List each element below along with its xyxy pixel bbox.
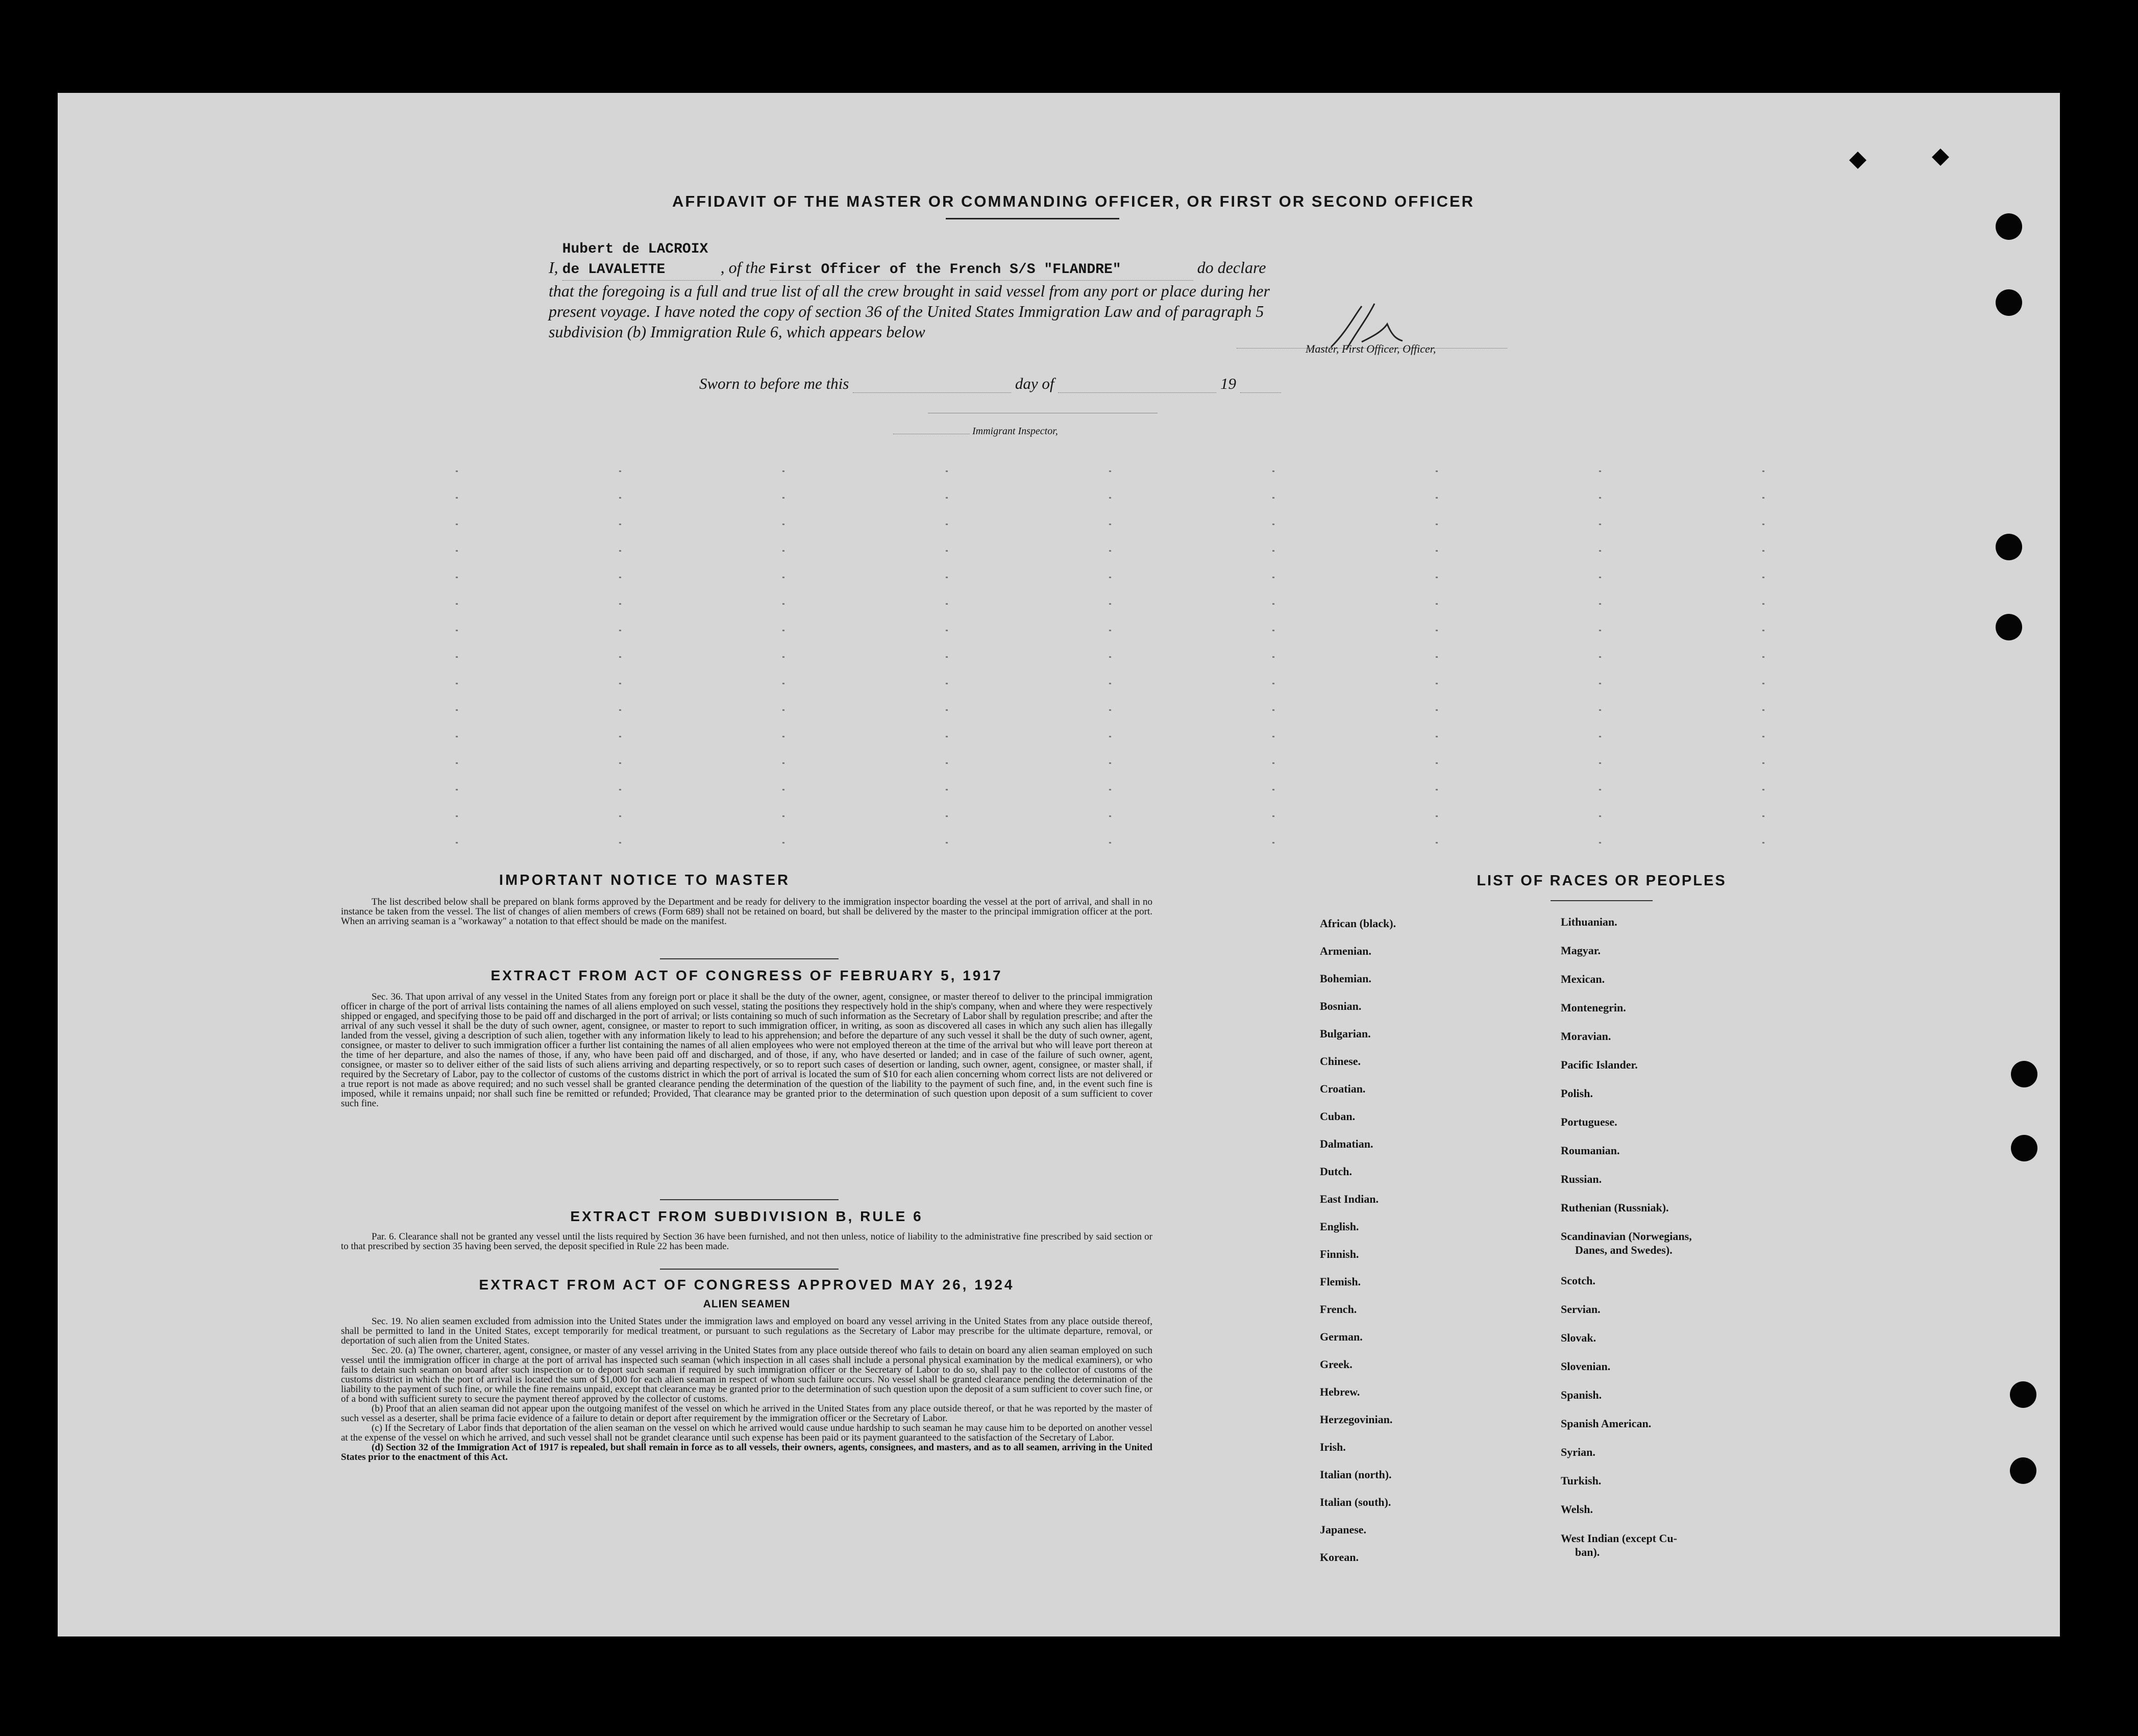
ruling-dot [1599, 683, 1601, 684]
ruling-dot [1109, 656, 1111, 658]
ruling-dot [782, 842, 784, 844]
extract-1917-rule [660, 1199, 839, 1200]
sec-20b-text: (b) Proof that an alien seaman did not appear upon the outgoing manifest of the vessel on which he arrived in the United States from any place outside thereof, or that he was reported by the master of such vessel as a deserter, shall be prima facie evidence of a failure to detain or deport after requirement by the immigration officer or the Secretary of Labor. [341, 1403, 1152, 1424]
ruling-dot [1272, 789, 1274, 790]
ruling-dot [1762, 736, 1764, 737]
affidavit-line-3: present voyage. I have noted the copy of section 36 of the United States Immigration Law and of paragraph 5 [549, 302, 1264, 320]
ruling-dot [782, 524, 784, 525]
ruling-dot [1599, 550, 1601, 552]
races-rule [1551, 900, 1653, 901]
race-item: Slovenian. [1561, 1360, 1611, 1373]
ruling-dot [1436, 762, 1438, 764]
punch-hole [2010, 1457, 2036, 1484]
ruling-dot [1272, 524, 1274, 525]
race-item: Dutch. [1320, 1165, 1352, 1178]
ruling-dot [946, 736, 948, 737]
sworn-year-blank [1240, 392, 1281, 393]
ruling-dot [619, 550, 621, 552]
race-item: Danes, and Swedes). [1575, 1244, 1673, 1256]
race-item: Bosnian. [1320, 1000, 1362, 1012]
inspector-label: Immigrant Inspector, [972, 426, 1058, 437]
alien-seamen-subtitle: ALIEN SEAMEN [703, 1298, 791, 1310]
ruling-dot [1109, 762, 1111, 764]
ruling-dot [1599, 736, 1601, 737]
sworn-statement: Sworn to before me this day of 19 [699, 375, 1281, 393]
extract-1924-title: EXTRACT FROM ACT OF CONGRESS APPROVED MAY 26, 1924 [479, 1277, 1015, 1293]
ruling-dot [1272, 736, 1274, 737]
ruling-dot [946, 815, 948, 817]
ruling-dot [1272, 470, 1274, 472]
race-item: Servian. [1561, 1303, 1601, 1316]
ruling-dot [1436, 524, 1438, 525]
race-item: Cuban. [1320, 1110, 1356, 1123]
race-item: Pacific Islander. [1561, 1058, 1638, 1071]
ruling-dot [946, 656, 948, 658]
race-item: Polish. [1561, 1087, 1593, 1100]
ruling-dot [1599, 603, 1601, 605]
ruling-dot [619, 577, 621, 578]
ruling-dot [619, 470, 621, 472]
ruling-dot [782, 762, 784, 764]
ruling-dot [1762, 630, 1764, 631]
ruling-dot [456, 630, 458, 631]
sec-20c-text: (c) If the Secretary of Labor finds that deportation of the alien seaman on the vessel on which he arrived would cause undue hardship to such seaman he may cause him to be deported on another vessel at the expense of the vessel on which he arrived, and such vessel shall not be grandet clearance until such expense has been paid or its payment guaranteed to the satisfaction of the Secretary of Labor. [341, 1423, 1152, 1443]
punch-hole [1996, 289, 2022, 316]
ruling-dot [1436, 550, 1438, 552]
ruling-dot [1109, 470, 1111, 472]
ruling-dot [1436, 815, 1438, 817]
race-item: Flemish. [1320, 1275, 1361, 1288]
race-item: Portuguese. [1561, 1115, 1617, 1128]
race-item: Italian (south). [1320, 1496, 1391, 1508]
ruling-dot [1436, 470, 1438, 472]
ruling-dot [1109, 550, 1111, 552]
ruling-dot [1109, 630, 1111, 631]
race-item: Croatian. [1320, 1082, 1366, 1095]
ruling-dot [1436, 630, 1438, 631]
ruling-dot [456, 577, 458, 578]
ruling-dot [946, 842, 948, 844]
ruling-dot [1436, 736, 1438, 737]
ruling-dot [456, 470, 458, 472]
ruling-dot [782, 736, 784, 737]
punch-hole [2011, 1061, 2037, 1087]
ruling-dot [1109, 497, 1111, 499]
ruling-dot [1109, 603, 1111, 605]
ruling-dot [1599, 577, 1601, 578]
ruling-dot [1272, 683, 1274, 684]
ruling-dot [1436, 497, 1438, 499]
race-item: Scotch. [1561, 1274, 1595, 1287]
ruling-dot [1762, 550, 1764, 552]
punch-hole [1996, 614, 2022, 640]
extract-1917-text: Sec. 36. That upon arrival of any vessel in the United States from any foreign port or place it shall be the duty of the owner, agent, consignee, or master thereof to deliver to the principal immigration officer in charge of the port of arrival lists containing the names of all aliens employed on such vessel, stating the positions they respectively hold in the ship's company, when and where they were respectively shipped or engaged, and specifying those to be paid off and discharged in the port of arrival; or lists containing so much of such information as the Secretary of Labor shall by regulation prescribe; and after the arrival of any such vessel it shall be the duty of such owner, agent, consignee, or master to report to such immigration officer, in writing, as soon as discovered all cases in which any such alien has illegally landed from the vessel, giving a description of such alien, together with any information likely to lead to his apprehension; and before the departure of any such vessel it shall be the duty of such owner, agent, consignee, or master to deliver to such immigration officer a further list containing the names of all alien employees who were not employed thereon at the time of the arrival but who will leave port thereon at the time of her departure, and also the names of those, if any, who have been paid off and discharged, and of those, if any, who have deserted or landed; and in case of the failure of such owner, agent, consignee, or master so to deliver either of the said lists of such aliens arriving and departing respectively, or so to report such cases of desertion or landing, such owner, agent, consignee, or master shall, if required by the Secretary of Labor, pay to the collector of customs of the customs district in which the port of arrival is located the sum of $10 for each alien concerning whom correct lists are not delivered or a true report is not made as above required; and no such vessel shall be granted clearance pending the determination of the question of the liability to the payment of such fine, and, in the event such fine is imposed, while it remains unpaid; nor shall such fine be remitted or refunded; Provided, That clearance may be granted prior to the determination of such question upon deposit of a sum sufficient to cover such fine. [341, 991, 1152, 1109]
affidavit-title: AFFIDAVIT OF THE MASTER OR COMMANDING OFFICER, OR FIRST OR SECOND OFFICER [672, 192, 1475, 210]
affidavit-line-1: I, Hubert de LACROIX de LAVALETTE , of the First Officer of the French S/S "FLANDRE" do declare [549, 239, 1580, 281]
ruling-dot [1436, 842, 1438, 844]
affidavit-line-4: subdivision (b) Immigration Rule 6, which appears below [549, 323, 925, 341]
ruling-dot [1762, 603, 1764, 605]
race-item: East Indian. [1320, 1193, 1379, 1205]
ruling-dot [456, 762, 458, 764]
ruling-dot [619, 497, 621, 499]
punch-hole [1996, 213, 2022, 240]
ruling-dot [1109, 842, 1111, 844]
ruling-dot [782, 656, 784, 658]
ruling-dot [1762, 789, 1764, 790]
ruling-dot [456, 736, 458, 737]
ruling-dot [1762, 656, 1764, 658]
ruling-dot [782, 550, 784, 552]
race-item: Welsh. [1561, 1503, 1593, 1516]
inspector-line [893, 426, 1058, 437]
ruling-dot [782, 470, 784, 472]
title-underline [946, 218, 1119, 219]
ruling-dot [1599, 470, 1601, 472]
affidavit-line-2: that the foregoing is a full and true list of all the crew brought in said vessel from any port or place during her [549, 282, 1270, 300]
ruling-dot [1436, 577, 1438, 578]
race-item: Japanese. [1320, 1523, 1367, 1536]
notice-title: IMPORTANT NOTICE TO MASTER [499, 872, 791, 888]
ruling-dot [946, 762, 948, 764]
race-item: French. [1320, 1303, 1357, 1316]
ruling-dot [1436, 683, 1438, 684]
ruling-dot [619, 630, 621, 631]
race-item: Dalmatian. [1320, 1137, 1373, 1150]
race-item: Spanish American. [1561, 1417, 1652, 1430]
ruling-dot [782, 683, 784, 684]
ruling-dot [1109, 789, 1111, 790]
ruling-dot [619, 736, 621, 737]
ruling-dot [946, 789, 948, 790]
ruling-dot [1762, 577, 1764, 578]
ruling-dot [1762, 709, 1764, 711]
ruling-dot [1272, 603, 1274, 605]
race-item: English. [1320, 1220, 1359, 1233]
ruling-dot [1762, 683, 1764, 684]
ruling-dot [456, 550, 458, 552]
ruling-dot [946, 603, 948, 605]
ruling-dot [1109, 577, 1111, 578]
ruling-dot [1272, 815, 1274, 817]
ruling-dot [1599, 709, 1601, 711]
extract-1924-text [341, 1317, 1152, 1462]
race-item: Italian (north). [1320, 1468, 1392, 1481]
ruling-dot [1272, 709, 1274, 711]
race-item: Mexican. [1561, 973, 1605, 985]
ruling-dot [1599, 497, 1601, 499]
ruling-dot [782, 789, 784, 790]
ruling-dot [456, 603, 458, 605]
officer-name: Hubert de LACROIX de LAVALETTE [562, 239, 721, 281]
ruling-dot [1436, 656, 1438, 658]
race-item: Lithuanian. [1561, 915, 1617, 928]
ruling-dot [782, 709, 784, 711]
ruling-dot [456, 842, 458, 844]
race-item: African (black). [1320, 917, 1396, 930]
ruling-dot [1762, 762, 1764, 764]
sec-19-text: Sec. 19. No alien seamen excluded from admission into the United States under the immigration laws and employed on board any vessel arriving in the United States from any place outside thereof, shall be permitted to land in the United States, except temporarily for medical treatment, or pursuant to such regulations as the Secretary of Labor may prescribe for the ultimate departure, removal, or deportation of such alien from the United States. [341, 1316, 1152, 1346]
race-item: ban). [1575, 1546, 1600, 1558]
notice-rule [660, 958, 839, 959]
race-item: Montenegrin. [1561, 1001, 1626, 1014]
ruling-dot [619, 709, 621, 711]
ruling-dot [619, 842, 621, 844]
race-item: West Indian (except Cu- [1561, 1532, 1677, 1545]
ruling-dot [1762, 524, 1764, 525]
race-item: Moravian. [1561, 1030, 1611, 1043]
ruling-dot [782, 630, 784, 631]
race-item: Bulgarian. [1320, 1027, 1371, 1040]
race-item: Russian. [1561, 1173, 1602, 1185]
ruling-dot [1109, 524, 1111, 525]
race-item: Turkish. [1561, 1474, 1602, 1487]
ruling-dot [1272, 656, 1274, 658]
ruling-dot [1436, 789, 1438, 790]
ruling-dot [619, 603, 621, 605]
race-item: Armenian. [1320, 945, 1371, 957]
ruling-dot [619, 762, 621, 764]
race-item: Ruthenian (Russniak). [1561, 1201, 1669, 1214]
ruling-dot [619, 815, 621, 817]
ruling-dot [946, 683, 948, 684]
ruling-dot [782, 603, 784, 605]
ruling-dot [946, 550, 948, 552]
ruling-dot [1272, 842, 1274, 844]
notice-text: The list described below shall be prepared on blank forms approved by the Department and be ready for delivery to the immigration inspector boarding the vessel at the port of arrival, and shall in no instance be taken from the vessel. The list of changes of alien members of crews (Form 689) shall not be retained on board, but shall be delivered by the master to the principal immigration officer at the port. When an arriving seaman is a "workaway" a notation to that effect should be made on the manifest. [341, 897, 1152, 927]
race-item: Greek. [1320, 1358, 1353, 1371]
ruling-dot [1599, 630, 1601, 631]
race-item: Syrian. [1561, 1446, 1595, 1458]
ruling-dot [1272, 497, 1274, 499]
sworn-day-blank [853, 392, 1011, 393]
ruling-dot [1599, 656, 1601, 658]
ruling-dot [1599, 524, 1601, 525]
extract-1917-title: EXTRACT FROM ACT OF CONGRESS OF FEBRUARY 5, 1917 [490, 968, 1003, 983]
ruling-dot [1762, 815, 1764, 817]
ruling-dot [456, 524, 458, 525]
ruling-dot [946, 497, 948, 499]
signature-caption: Master, First Officer, Officer, [1306, 342, 1436, 355]
race-item: Chinese. [1320, 1055, 1361, 1068]
ruling-dot [456, 709, 458, 711]
ruling-dot [782, 497, 784, 499]
ruling-dot [619, 683, 621, 684]
ruling-dot [946, 709, 948, 711]
ruling-dot [619, 656, 621, 658]
ruling-dot [1109, 709, 1111, 711]
ruling-dot [1599, 815, 1601, 817]
ruling-dot [946, 630, 948, 631]
race-item: Finnish. [1320, 1248, 1359, 1260]
ruling-dot [1599, 842, 1601, 844]
ruling-dot [1436, 709, 1438, 711]
ruling-dot [456, 683, 458, 684]
ruling-dot [1109, 683, 1111, 684]
ruling-dot [946, 470, 948, 472]
sec-20a-text: Sec. 20. (a) The owner, charterer, agent, consignee, or master of any vessel arriving in the United States from any place outside thereof who fails to detain on board any alien seaman employed on such vessel until the immigration officer in charge at the port of arrival has inspected such seaman (which inspection in all cases shall include a personal physical examination by the medical examiners), or who fails to detain such seaman on board after such inspection or to deport such seaman if required by such immigration officer or the Secretary of Labor to do so, shall pay to the collector of customs of the customs district in which the port of arrival is located the sum of $1,000 for each alien seaman in respect of whom such failure occurs. No vessel shall be granted clearance pending the determination of the liability to the payment of such fine, or while the fine remains unpaid, except that clearance may be granted prior to the determination of such question upon the deposit of a sum sufficient to cover such fine, or of a bond with sufficient surety to secure the payment thereof approved by the collector of customs. [341, 1345, 1152, 1404]
document-sheet [58, 93, 2060, 1636]
sec-20d-text: (d) Section 32 of the Immigration Act of 1917 is repealed, but shall remain in force as to all vessels, their owners, agents, consignees, and masters, and as to all seamen, arriving in the United States prior to the enactment of this Act. [341, 1442, 1152, 1462]
race-item: Roumanian. [1561, 1144, 1620, 1157]
race-item: Bohemian. [1320, 972, 1371, 985]
ruling-dot [456, 815, 458, 817]
race-item: Hebrew. [1320, 1385, 1360, 1398]
ruling-dot [1272, 577, 1274, 578]
vessel-name: First Officer of the French S/S "FLANDRE" [770, 260, 1193, 281]
ruling-dot [946, 524, 948, 525]
punch-hole [1996, 534, 2022, 560]
extract-rule6-title: EXTRACT FROM SUBDIVISION B, RULE 6 [570, 1208, 923, 1224]
race-item: Irish. [1320, 1441, 1346, 1453]
ruling-dot [1272, 630, 1274, 631]
race-item: Scandinavian (Norwegians, [1561, 1230, 1692, 1243]
affidavit-statement [549, 239, 1580, 342]
ruling-dot [1599, 789, 1601, 790]
extract-rule6-text: Par. 6. Clearance shall not be granted any vessel until the lists required by Section 36 have been furnished, and not then unless, notice of liability to the administrative fine prescribed by said section or to that prescribed by section 35 having been served, the deposit specified in Rule 22 has been made. [341, 1231, 1152, 1252]
punch-hole [2010, 1381, 2036, 1408]
races-title: LIST OF RACES OR PEOPLES [1477, 873, 1727, 889]
ruling-dot [1762, 497, 1764, 499]
race-item: Slovak. [1561, 1331, 1596, 1344]
ruling-dot [1436, 603, 1438, 605]
ruling-dot [1109, 815, 1111, 817]
extract-rule6-rule [660, 1269, 839, 1270]
ruling-dot [456, 656, 458, 658]
ruling-dot [619, 789, 621, 790]
ruling-dot [1272, 550, 1274, 552]
ruling-dot [1599, 762, 1601, 764]
race-item: Spanish. [1561, 1388, 1602, 1401]
race-item: Herzegovinian. [1320, 1413, 1393, 1426]
ruling-dot [782, 577, 784, 578]
ruling-dot [1762, 842, 1764, 844]
ruling-dot [782, 815, 784, 817]
race-item: German. [1320, 1330, 1363, 1343]
ruling-dot [456, 497, 458, 499]
race-item: Magyar. [1561, 944, 1601, 957]
ruling-dot [456, 789, 458, 790]
ruling-dot [619, 524, 621, 525]
ruling-dot [1272, 762, 1274, 764]
sworn-month-blank [1058, 392, 1216, 393]
ruling-dot [1762, 470, 1764, 472]
punch-hole [2011, 1135, 2037, 1161]
ruling-dot [1109, 736, 1111, 737]
ruling-dot [946, 577, 948, 578]
race-item: Korean. [1320, 1551, 1359, 1564]
